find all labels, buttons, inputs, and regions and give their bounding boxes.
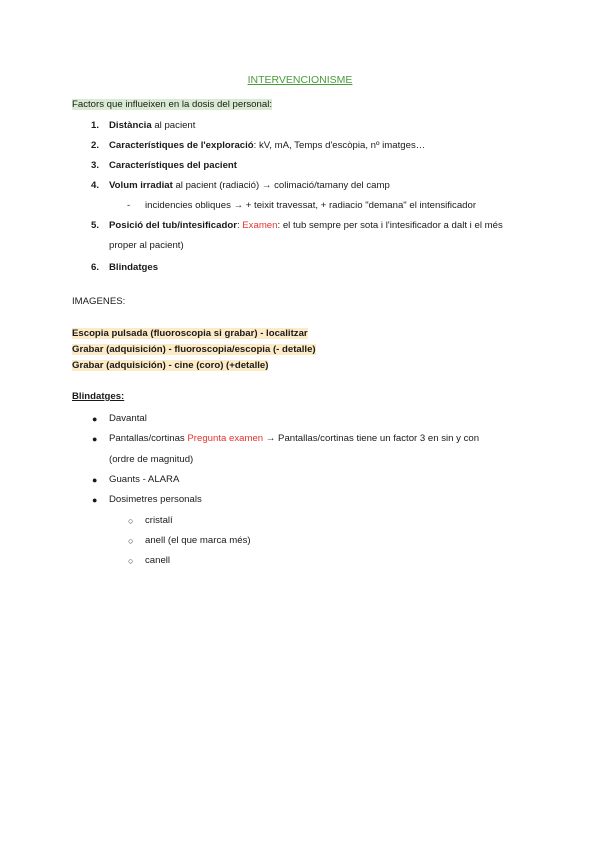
- factor5-continuation: proper al pacient): [109, 240, 184, 251]
- factor4-sub-dash: -: [127, 200, 131, 211]
- factor-text: : el tub sempre per sota i l'intesificador a dalt i el més: [277, 220, 503, 231]
- exam-note: Examen: [242, 220, 278, 231]
- factor-item: [109, 262, 158, 274]
- factor-bold: Distància: [109, 120, 152, 131]
- factor-bold: Característiques de l'exploració: [109, 140, 254, 151]
- dosimetre-subitem: cristalí: [145, 515, 173, 526]
- circle-bullet-icon: ○: [128, 556, 134, 566]
- blindatge-item: Davantal: [109, 413, 147, 424]
- factor-item: [109, 180, 390, 192]
- bullet-icon: ●: [92, 414, 98, 424]
- factor-bold: Posició del tub/intesificador: [109, 220, 237, 231]
- bullet-icon: ●: [92, 495, 98, 505]
- dosimetre-subitem: canell: [145, 555, 171, 566]
- blindatge-item: Guants - ALARA: [109, 474, 180, 485]
- factor-number: 4.: [91, 180, 100, 191]
- imagen-text: Grabar (adquisición) - cine (coro) (+detalle): [72, 360, 269, 371]
- factor-text: al pacient: [151, 120, 196, 131]
- bullet-icon: ●: [92, 475, 98, 485]
- exam-question-note: Pregunta examen: [187, 433, 264, 444]
- circle-bullet-icon: ○: [128, 516, 134, 526]
- factor-bold: Volum irradiat: [109, 180, 173, 191]
- factor-number: 5.: [91, 220, 100, 231]
- factor-bold: Característiques del pacient: [109, 160, 237, 171]
- blindatge-text: Pantallas/cortinas: [109, 433, 188, 444]
- factor-number: 3.: [91, 160, 100, 171]
- blindatge-item: [109, 433, 527, 445]
- factor-number: 6.: [91, 262, 100, 273]
- factor-text: :: [236, 220, 243, 231]
- factor-item: [109, 120, 195, 132]
- factors-heading-text: Factors que influeixen en la dosis del personal:: [72, 99, 272, 110]
- page-title: INTERVENCIONISME: [247, 74, 353, 86]
- blindatge-continuation: (ordre de magnitud): [109, 454, 194, 465]
- factor4-sub-text: incidencies obliques → + teixit travessat, + radiacio "demana" el intensificador: [145, 200, 477, 211]
- imagen-item: [72, 344, 316, 356]
- factor-text: al pacient (radiació) → colimació/tamany del camp: [172, 180, 390, 191]
- blindatges-heading-text: Blindatges:: [72, 391, 125, 402]
- factor-number: 2.: [91, 140, 100, 151]
- factors-heading: [72, 99, 272, 111]
- imagen-text: Escopia pulsada (fluoroscopia si grabar) - localitzar: [72, 328, 308, 339]
- dosimetre-subitem: anell (el que marca més): [145, 535, 251, 546]
- factor-number: 1.: [91, 120, 100, 131]
- factor-item: [109, 220, 527, 232]
- factor-bold: Blindatges: [109, 262, 159, 273]
- blindatge-item: Dosimetres personals: [109, 494, 202, 505]
- imagen-text: Grabar (adquisición) - fluoroscopia/escopia (- detalle): [72, 344, 316, 355]
- factor-item: [109, 140, 425, 152]
- blindatge-text: → Pantallas/cortinas tiene un factor 3 en sin y con: [263, 433, 480, 444]
- factor-item: [109, 160, 237, 172]
- imagenes-heading: IMAGENES:: [72, 296, 126, 307]
- circle-bullet-icon: ○: [128, 536, 134, 546]
- factor-text: : kV, mA, Temps d'escòpia, nº imatges…: [253, 140, 426, 151]
- imagen-item: [72, 360, 268, 372]
- imagen-item: [72, 328, 308, 340]
- blindatges-heading: [72, 391, 124, 403]
- bullet-icon: ●: [92, 434, 98, 444]
